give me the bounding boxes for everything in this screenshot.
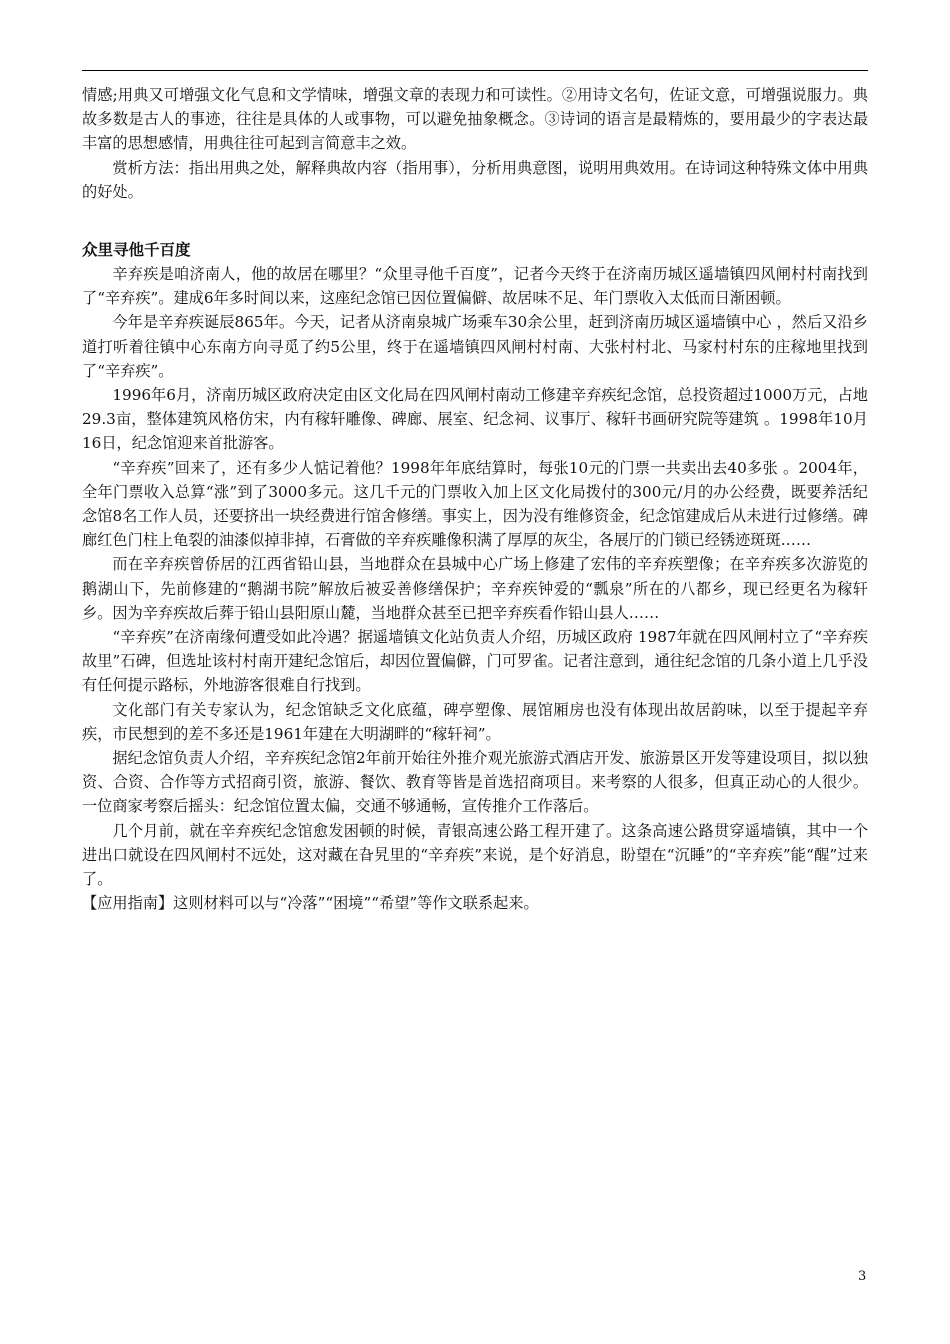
article-paragraph: 1996年6月，济南历城区政府决定由区文化局在四风闸村南动工修建辛弃疾纪念馆，总投资超过1000万元，占地29.3亩，整体建筑风格仿宋，内有稼轩雕像、碑廊、展室、纪念祠、议事厅、稼轩书画研究院等建筑 。1998年10月16日，纪念馆迎来首批游客。 xyxy=(82,386,868,453)
article-paragraph: 今年是辛弃疾诞辰865年。今天，记者从济南泉城广场乘车30余公里，赶到济南历城区遥墙镇中心 ，然后又沿乡道打听着往镇中心东南方向寻觅了约5公里，终于在遥墙镇四风闸村村南、大张村村北、马家村村东的庄稼地里找到了“辛弃疾”。 xyxy=(82,313,868,380)
appreciation-method-paragraph: 赏析方法：指出用典之处，解释典故内容（指用事），分析用典意图，说明用典效用。在诗词这种特殊文体中用典的好处。 xyxy=(82,158,868,201)
article-paragraph: “辛弃疾”回来了，还有多少人惦记着他？1998年年底结算时，每张10元的门票一共卖出去40多张 。2004年，全年门票收入总算“涨”到了3000多元。这几千元的门票收入加上区文化局拨付的300元/月的办公经费，既要养活纪念馆8名工作人员，还要挤出一块经费进行馆舍修缮。事实上，因为没有维修资金，纪念馆建成后从未进行过修缮。碑廊红色门柱上龟裂的油漆似掉非掉，石膏做的辛弃疾雕像积满了厚厚的灰尘，各展厅的门锁已经锈迹斑斑…… xyxy=(82,458,868,550)
article-paragraph: 几个月前，就在辛弃疾纪念馆愈发困顿的时候，青银高速公路工程开建了。这条高速公路贯穿遥墙镇，其中一个进出口就设在四风闸村不远处，这对藏在旮旯里的“辛弃疾”来说，是个好消息，盼望在“沉睡”的“辛弃疾”能“醒”过来了。 xyxy=(82,821,868,889)
article-paragraph: 据纪念馆负责人介绍，辛弃疾纪念馆2年前开始往外推介观光旅游式酒店开发、旅游景区开发等建设项目，拟以独资、合资、合作等方式招商引资，旅游、餐饮、教育等皆是首选招商项目。来考察的人很多，但真正动心的人很少。一位商家考察后摇头：纪念馆位置太偏，交通不够通畅，宣传推介工作落后。 xyxy=(82,749,868,816)
article-paragraph: 而在辛弃疾曾侨居的江西省铅山县，当地群众在县城中心广场上修建了宏伟的辛弃疾塑像；在辛弃疾多次游览的鹅湖山下，先前修建的“鹅湖书院”解放后被妥善修缮保护；辛弃疾钟爱的“瓢泉”所在的八都乡，现已经更名为稼轩乡。因为辛弃疾故后葬于铅山县阳原山麓，当地群众甚至已把辛弃疾看作铅山县人…… xyxy=(82,555,868,622)
article-paragraph: 文化部门有关专家认为，纪念馆缺乏文化底蕴，碑亭塑像、展馆厢房也没有体现出故居韵味，以至于提起辛弃疾，市民想到的差不多还是1961年建在大明湖畔的“稼轩祠”。 xyxy=(82,700,868,743)
intro-paragraph: 情感;用典又可增强文化气息和文学情味，增强文章的表现力和可读性。②用诗文名句，佐证文意，可增强说服力。典故多数是古人的事迹，往往是具体的人或事物，可以避免抽象概念。③诗词的语言是最精炼的，要用最少的字表达最丰富的思想感情，用典往往可起到言简意丰之效。 xyxy=(82,86,868,153)
article-title: 众里寻他千百度 xyxy=(82,241,191,260)
article-paragraph: “辛弃疾”在济南缘何遭受如此冷遇？据遥墙镇文化站负责人介绍，历城区政府 1987年就在四风闸村立了“辛弃疾故里”石碑，但选址该村村南开建纪念馆后，却因位置偏僻，门可罗雀。记者注意到，通往纪念馆的几条小道上几乎没有任何提示路标，外地游客很难自行找到。 xyxy=(82,628,868,695)
application-guide: 【应用指南】这则材料可以与“冷落”“困境”“希望”等作文联系起来。 xyxy=(82,894,539,913)
header-rule xyxy=(82,70,868,71)
page-number: 3 xyxy=(858,1269,867,1284)
article-paragraph: 辛弃疾是咱济南人，他的故居在哪里？“众里寻他千百度”，记者今天终于在济南历城区遥墙镇四风闸村村南找到了“辛弃疾”。建成6年多时间以来，这座纪念馆已因位置偏僻、故居味不足、年门票收入太低而日渐困顿。 xyxy=(82,265,868,308)
section-gap xyxy=(82,204,868,238)
page-content xyxy=(82,83,868,916)
